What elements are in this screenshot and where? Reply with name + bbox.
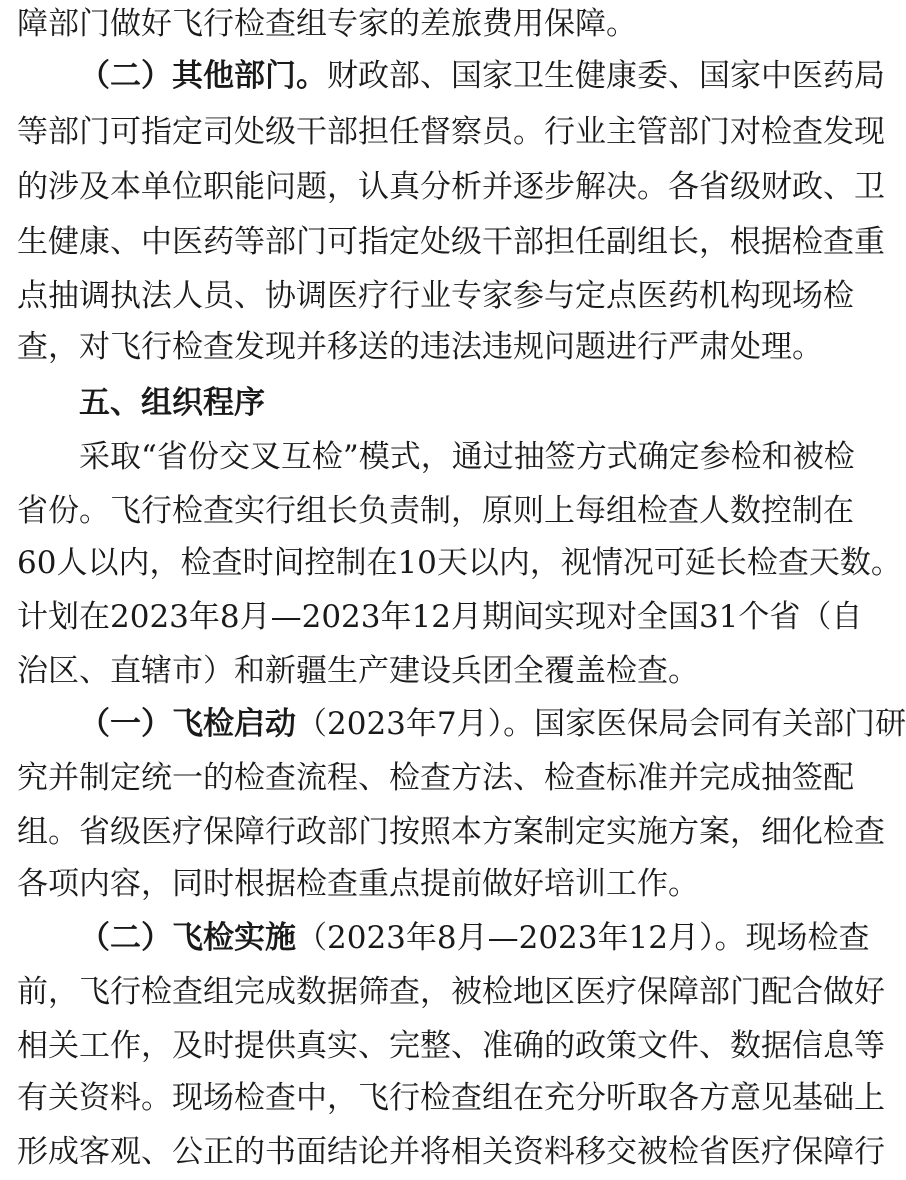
text-span: 生健康、中医药等部门可指定处级干部担任副组长，根据检查重 (17, 224, 885, 260)
paragraph-lead-heading: （二）其他部门。 (79, 58, 327, 94)
text-span: 计划在2023年8月—2023年12月期间实现对全国31个省（自 (17, 599, 863, 635)
text-span: 查，对飞行检查发现并移送的违法违规问题进行严肃处理。 (17, 329, 823, 365)
text-span: 相关工作，及时提供真实、完整、准确的政策文件、数据信息等 (17, 1028, 885, 1064)
text-span: （2023年8月—2023年12月）。现场检查 (296, 920, 870, 956)
text-span: 省份。飞行检查实行组长负责制，原则上每组检查人数控制在 (17, 493, 854, 529)
paragraph-line (17, 1026, 885, 1066)
paragraph-line (17, 167, 885, 207)
text-span: 组。省级医疗保障行政部门按照本方案制定实施方案，细化检查 (17, 814, 885, 850)
text-span: 前，飞行检查组完成数据筛查，被检地区医疗保障部门配合做好 (17, 974, 885, 1010)
paragraph-line (17, 1078, 885, 1118)
text-span: 各项内容，同时根据检查重点提前做好培训工作。 (17, 866, 699, 902)
text-span: 究并制定统一的检查流程、检查方法、检查标准并完成抽签配 (17, 760, 854, 796)
paragraph-line (79, 704, 906, 744)
paragraph-line (17, 4, 817, 44)
text-span: 形成客观、公正的书面结论并将相关资料移交被检省医疗保障行 (17, 1134, 885, 1170)
paragraph-line (17, 327, 823, 367)
paragraph-line (79, 56, 885, 96)
section-title: 五、组织程序 (79, 385, 265, 421)
paragraph-line (17, 758, 854, 798)
text-span: 的涉及本单位职能问题，认真分析并逐步解决。各省级财政、卫 (17, 169, 885, 205)
paragraph-lead-heading: （二）飞检实施 (79, 920, 296, 956)
paragraph-line (17, 864, 817, 904)
paragraph-line (17, 1132, 885, 1172)
text-span: 有关资料。现场检查中，飞行检查组在充分听取各方意见基础上 (17, 1080, 885, 1116)
paragraph-line (79, 437, 855, 477)
text-span: 治区、直辖市）和新疆生产建设兵团全覆盖检查。 (17, 653, 699, 689)
text-span: 点抽调执法人员、协调医疗行业专家参与定点医药机构现场检 (17, 278, 854, 314)
paragraph-line (17, 222, 885, 262)
paragraph-line (79, 918, 870, 958)
text-span: （2023年7月）。国家医保局会同有关部门研 (296, 706, 906, 742)
paragraph-line (17, 276, 854, 316)
paragraph-line (17, 543, 902, 583)
text-span: 财政部、国家卫生健康委、国家中医药局 (327, 58, 885, 94)
text-span: 等部门可指定司处级干部担任督察员。行业主管部门对检查发现 (17, 114, 885, 150)
paragraph-line (17, 112, 885, 152)
paragraph-lead-heading: （一）飞检启动 (79, 706, 296, 742)
paragraph-line (17, 651, 817, 691)
paragraph-line (17, 812, 885, 852)
text-span: 采取“省份交叉互检”模式，通过抽签方式确定参检和被检 (79, 439, 855, 475)
paragraph-line (17, 491, 854, 531)
text-span: 60人以内，检查时间控制在10天以内，视情况可延长检查天数。 (17, 545, 902, 581)
section-heading (79, 383, 817, 423)
paragraph-line (17, 972, 885, 1012)
paragraph-line (17, 597, 863, 637)
text-span: 障部门做好飞行检查组专家的差旅费用保障。 (17, 6, 637, 42)
